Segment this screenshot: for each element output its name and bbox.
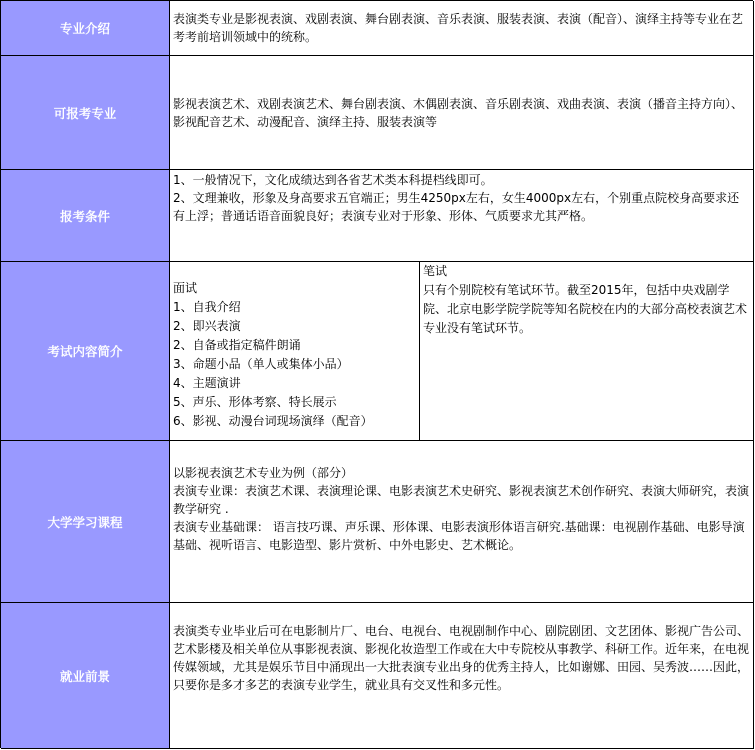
row-content-courses (170, 441, 754, 602)
row-content-conditions (170, 170, 754, 261)
written-cell (420, 262, 754, 440)
row-label-majors: 可报考专业 (1, 56, 170, 169)
row-content-exam (170, 262, 754, 440)
row-content-career (170, 603, 754, 748)
interview-item: 2、即兴表演 (173, 319, 241, 333)
interview-item: 2、自备或指定稿件朗诵 (173, 338, 301, 352)
interview-item: 5、声乐、形体考察、特长展示 (173, 395, 337, 409)
row-label-conditions: 报考条件 (1, 170, 170, 261)
row-label-intro: 专业介绍 (1, 1, 170, 55)
row-courses (1, 441, 754, 603)
row-intro (1, 1, 754, 56)
row-exam (1, 262, 754, 441)
row-label-exam: 考试内容简介 (1, 262, 170, 440)
interview-item: 1、自我介绍 (173, 300, 241, 314)
row-content-intro (170, 1, 754, 55)
intro-text: 表演类专业是影视表演、戏剧表演、舞台剧表演、音乐表演、服装表演、表演（配音）、演绎主持等专业在艺考考前培训领域中的统称。 (173, 12, 744, 44)
interview-title: 面试 (173, 281, 198, 295)
interview-item: 3、命题小品（单人或集体小品） (173, 357, 349, 371)
condition-line-2: 2、文理兼收，形象及身高要求五官端正；男生4250px左右，女生4000px左右，个别重点院校身高要求还有上浮；普通话语音面貌良好；表演专业对于形象、形体、气质要求尤其严格。 (173, 191, 740, 223)
courses-line: 表演专业基础课： 语言技巧课、声乐课、形体课、电影表演形体语言研究.基础课：电视剧作基础、电影导演基础、视听语言、电影造型、影片赏析、中外电影史、艺术概论。 (173, 520, 745, 552)
interview-item: 4、主题演讲 (173, 376, 241, 390)
row-conditions (1, 170, 754, 262)
row-majors (1, 56, 754, 170)
majors-text: 影视表演艺术、戏剧表演艺术、舞台剧表演、木偶剧表演、音乐剧表演、戏曲表演、表演（播音主持方向）、影视配音艺术、动漫配音、演绎主持、服装表演等 (173, 96, 744, 129)
career-text: 表演类专业毕业后可在电影制片厂、电台、电视台、电视剧制作中心、剧院剧团、文艺团体、影视广告公司、艺术影楼及相关单位从事影视表演、影视化妆造型工作或在大中专院校从事教学、科研工作。近年来，在电视传媒领域，尤其是娱乐节目中涌现出一大批表演专业出身的优秀主持人，比如谢娜、田园、吴秀波……因此，只要你是多才多艺的表演专业学生，就业具有交叉性和多元性。 (173, 624, 750, 692)
written-text: 只有个别院校有笔试环节。截至2015年，包括中央戏剧学院、北京电影学院学院等知名院校在内的大部分高校表演艺术专业没有笔试环节。 (423, 283, 748, 335)
row-label-career: 就业前景 (1, 603, 170, 748)
interview-item: 6、影视、动漫台词现场演绎（配音） (173, 414, 373, 428)
row-content-majors (170, 56, 754, 169)
written-title: 笔试 (423, 264, 448, 278)
interview-cell (170, 262, 420, 440)
row-label-courses: 大学学习课程 (1, 441, 170, 602)
condition-line-1: 1、一般情况下，文化成绩达到各省艺术类本科提档线即可。 (173, 173, 493, 187)
courses-line: 表演专业课：表演艺术课、表演理论课、电影表演艺术史研究、影视表演艺术创作研究、表演大师研究，表演教学研究 . (173, 484, 750, 516)
row-career (1, 603, 754, 749)
courses-line: 以影视表演艺术专业为例（部分） (173, 466, 354, 480)
